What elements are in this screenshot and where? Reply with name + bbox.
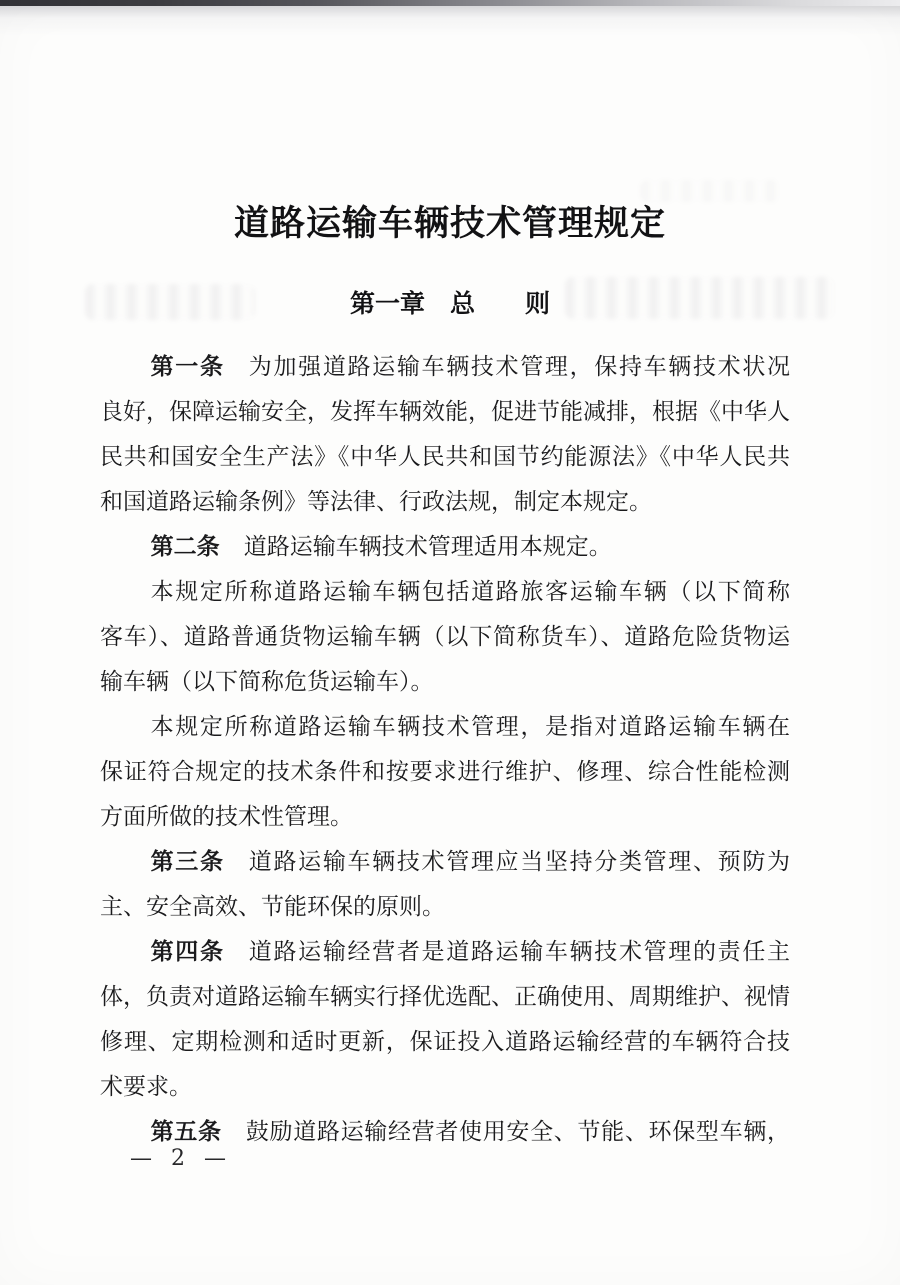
line-text: 和国道路运输条例》等法律、行政法规，制定本规定。 <box>100 489 652 515</box>
line-text: 本规定所称道路运输车辆技术管理，是指对道路运输车辆在 <box>150 714 790 740</box>
text-line <box>100 570 790 615</box>
article-number: 第二条 <box>150 534 220 560</box>
line-text: 道路运输经营者是道路运输车辆技术管理的责任主 <box>248 939 791 965</box>
document-title: 道路运输车辆技术管理规定 <box>233 204 666 244</box>
line-text: 民共和国安全生产法》《中华人民共和国节约能源法》《中华人民共 <box>100 444 790 470</box>
line-text: 主、安全高效、节能环保的原则。 <box>100 894 445 920</box>
scan-top-fade-artifact <box>0 6 900 36</box>
article-number: 第五条 <box>150 1119 222 1145</box>
line-text: 方面所做的技术性管理。 <box>100 804 353 830</box>
text-line <box>100 435 790 480</box>
line-text: 体，负责对道路运输车辆实行择优选配、正确使用、周期维护、视情 <box>100 984 790 1010</box>
document-body <box>100 345 790 1155</box>
article-number: 第四条 <box>150 939 225 965</box>
page-number: — 2 — <box>130 1146 229 1171</box>
text-line <box>100 1020 790 1065</box>
chapter-heading: 第一章 总 则 <box>349 289 550 318</box>
line-text: 良好，保障运输安全，发挥车辆效能，促进节能减排，根据《中华人 <box>100 399 790 425</box>
line-text: 术要求。 <box>100 1074 192 1100</box>
line-text: 修理、定期检测和适时更新，保证投入道路运输经营的车辆符合技 <box>100 1029 790 1055</box>
text-line <box>100 795 790 840</box>
line-text: 输车辆（以下简称危货运输车）。 <box>100 669 434 695</box>
text-line <box>100 660 790 705</box>
text-line <box>100 345 790 390</box>
text-line <box>100 525 790 570</box>
text-line <box>100 885 790 930</box>
line-text: 道路运输车辆技术管理应当坚持分类管理、预防为 <box>248 849 791 875</box>
text-line <box>100 615 790 660</box>
line-text: 道路运输车辆技术管理适用本规定。 <box>243 534 612 560</box>
text-line <box>100 390 790 435</box>
text-line <box>100 750 790 795</box>
article-number: 第三条 <box>150 849 225 875</box>
line-text: 为加强道路运输车辆技术管理，保持车辆技术状况 <box>248 354 791 380</box>
text-line <box>100 705 790 750</box>
article-number: 第一条 <box>150 354 225 380</box>
text-line <box>100 480 790 525</box>
text-line <box>100 975 790 1020</box>
text-line <box>100 840 790 885</box>
text-line <box>100 1065 790 1110</box>
line-text: 鼓励道路运输经营者使用安全、节能、环保型车辆， <box>245 1119 791 1145</box>
line-text: 本规定所称道路运输车辆包括道路旅客运输车辆（以下简称 <box>150 579 790 605</box>
line-text: 客车）、道路普通货物运输车辆（以下简称货车）、道路危险货物运 <box>100 624 790 650</box>
line-text: 保证符合规定的技术条件和按要求进行维护、修理、综合性能检测 <box>100 759 790 785</box>
text-line <box>100 930 790 975</box>
